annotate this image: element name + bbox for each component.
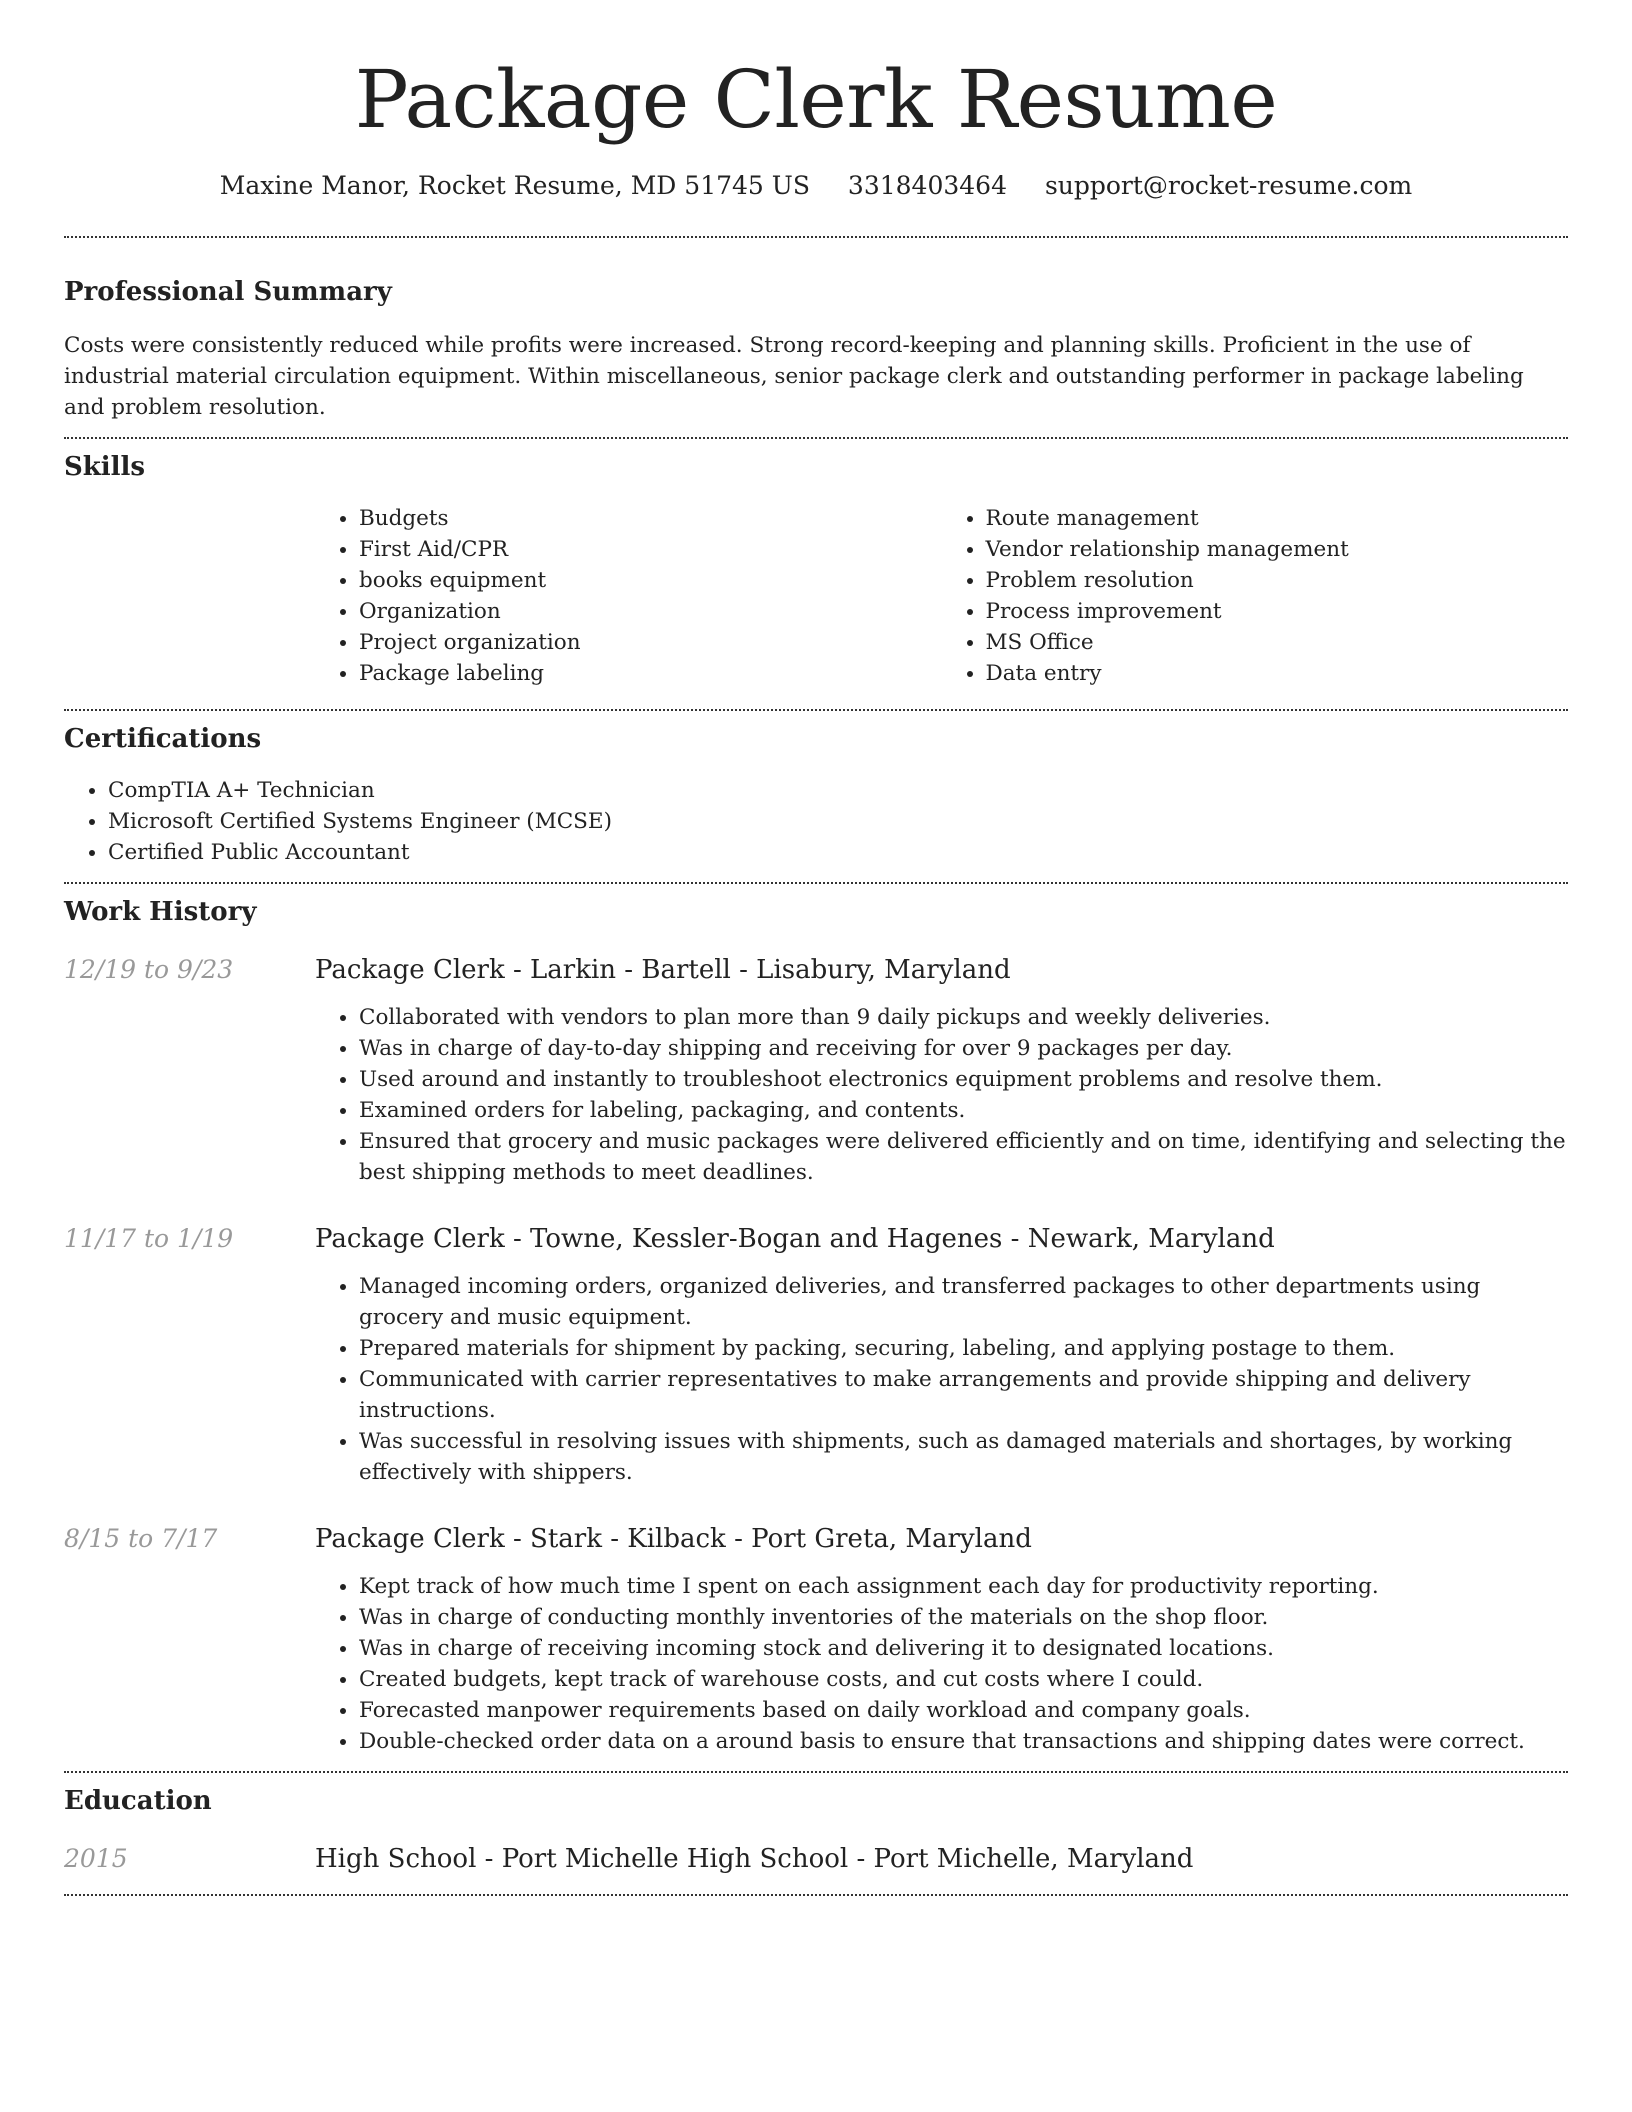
summary-text: Costs were consistently reduced while profits were increased. Strong record-keeping and planning skills. Proficient in the use of industrial material circulation equipment. Within miscellaneous, senior package clerk and outstanding performer in package labeling and problem resolution. [64, 333, 1524, 420]
job-title: Package Clerk - Towne, Kessler-Bogan and Hagenes - Newark, Maryland [315, 1224, 1275, 1254]
certifications-list [64, 775, 1568, 868]
education-section [64, 1773, 1568, 1894]
job-bullet: • Ensured that grocery and music packages were delivered efficiently and on time, identifying and selecting the best shipping methods to meet deadlines. [359, 1126, 1568, 1188]
certification-item: • Certified Public Accountant [108, 837, 1568, 868]
job-body [315, 1222, 1568, 1488]
job-bullet: • Collaborated with vendors to plan more than 9 daily pickups and weekly deliveries. [359, 1002, 1568, 1033]
job-entry [64, 1222, 1568, 1488]
summary-section [64, 238, 1568, 437]
certifications-section [64, 711, 1568, 882]
skills-section [64, 439, 1568, 709]
education-entry [64, 1842, 1568, 1876]
resume-page [64, 0, 1568, 1896]
skills-list-left [315, 503, 942, 689]
job-bullet: • Was in charge of receiving incoming stock and delivering it to designated locations. [359, 1633, 1525, 1664]
job-bullet: • Prepared materials for shipment by packing, securing, labeling, and applying postage to them. [359, 1333, 1568, 1364]
job-entry [64, 953, 1568, 1188]
skill-item: • Route management [986, 503, 1569, 534]
job-bullet: • Was in charge of conducting monthly inventories of the materials on the shop floor. [359, 1602, 1525, 1633]
skills-list-right [942, 503, 1569, 689]
job-bullet: • Communicated with carrier representatives to make arrangements and provide shipping and delivery instructions. [359, 1364, 1568, 1426]
job-bullet: • Kept track of how much time I spent on each assignment each day for productivity reporting. [359, 1571, 1525, 1602]
resume-title: Package Clerk Resume [354, 53, 1278, 146]
work-history-heading: Work History [64, 897, 257, 927]
job-bullets [315, 1002, 1568, 1188]
skill-item: • Project organization [359, 627, 942, 658]
job-bullet: • Forecasted manpower requirements based on daily workload and company goals. [359, 1695, 1525, 1726]
skill-item: • Data entry [986, 658, 1569, 689]
skill-item: • First Aid/CPR [359, 534, 942, 565]
job-bullets [315, 1571, 1525, 1757]
skill-item: • Process improvement [986, 596, 1569, 627]
job-dates: 11/17 to 1/19 [64, 1224, 234, 1253]
job-bullet: • Managed incoming orders, organized deliveries, and transferred packages to other departments using grocery and music equipment. [359, 1271, 1568, 1333]
contact-address: Maxine Manor, Rocket Resume, MD 51745 US [219, 171, 810, 200]
job-bullet: • Used around and instantly to troubleshoot electronics equipment problems and resolve them. [359, 1064, 1568, 1095]
job-bullets [315, 1271, 1568, 1488]
skills-heading: Skills [64, 452, 146, 482]
education-heading: Education [64, 1786, 212, 1816]
education-dates: 2015 [64, 1844, 128, 1873]
job-bullet: • Was in charge of day-to-day shipping and receiving for over 9 packages per day. [359, 1033, 1568, 1064]
summary-heading: Professional Summary [64, 277, 392, 307]
divider [64, 1894, 1568, 1896]
job-title: Package Clerk - Stark - Kilback - Port Greta, Maryland [315, 1524, 1032, 1554]
skill-item: • Organization [359, 596, 942, 627]
certification-item: • Microsoft Certified Systems Engineer (MCSE) [108, 806, 1568, 837]
skill-item: • Problem resolution [986, 565, 1569, 596]
skill-item: • Budgets [359, 503, 942, 534]
education-title: High School - Port Michelle High School - Port Michelle, Maryland [315, 1844, 1194, 1874]
job-bullet: • Created budgets, kept track of warehouse costs, and cut costs where I could. [359, 1664, 1525, 1695]
job-body [315, 953, 1568, 1188]
skill-item: • MS Office [986, 627, 1569, 658]
job-title: Package Clerk - Larkin - Bartell - Lisabury, Maryland [315, 955, 1011, 985]
contact-line [64, 170, 1568, 202]
skills-columns [315, 503, 1568, 689]
job-bullet: • Examined orders for labeling, packaging, and contents. [359, 1095, 1568, 1126]
certification-item: • CompTIA A+ Technician [108, 775, 1568, 806]
contact-phone: 3318403464 [847, 171, 1007, 200]
job-bullet: • Was successful in resolving issues with shipments, such as damaged materials and shortages, by working effectively with shippers. [359, 1426, 1568, 1488]
skill-item: • Package labeling [359, 658, 942, 689]
job-dates: 8/15 to 7/17 [64, 1524, 218, 1553]
skill-item: • Vendor relationship management [986, 534, 1569, 565]
certifications-heading: Certifications [64, 724, 262, 754]
job-bullet: • Double-checked order data on a around basis to ensure that transactions and shipping dates were correct. [359, 1726, 1525, 1757]
work-history-section [64, 884, 1568, 1771]
contact-email: support@rocket-resume.com [1044, 171, 1413, 200]
job-body [315, 1522, 1525, 1757]
skill-item: • books equipment [359, 565, 942, 596]
job-dates: 12/19 to 9/23 [64, 955, 234, 984]
job-entry [64, 1522, 1568, 1757]
